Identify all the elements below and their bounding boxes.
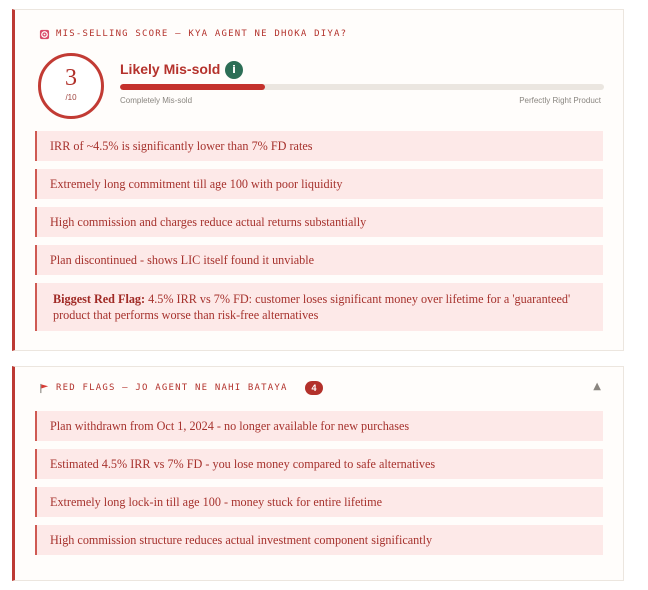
red-flag-item: Extremely long lock-in till age 100 - money stuck for entire lifetime [35,487,603,517]
info-icon[interactable]: i [225,61,243,79]
score-gauge [38,53,104,119]
red-flag-item: High commission structure reduces actual investment component significantly [35,525,603,555]
flag-icon [39,383,50,394]
verdict-label: Likely Mis-sold [120,61,221,77]
red-flag-count-badge: 4 [305,381,323,395]
reason-list [35,131,603,331]
red-flags-title: RED FLAGS — JO AGENT NE NAHI BATAYA [56,383,288,393]
red-flag-item: Plan withdrawn from Oct 1, 2024 - no longer available for new purchases [35,411,603,441]
score-bar [120,84,604,90]
reason-item: High commission and charges reduce actual returns substantially [35,207,603,237]
red-flag-list [35,411,603,563]
red-flags-card [12,366,624,581]
biggest-red-flag [35,283,603,331]
score-value: 3 [65,65,77,91]
red-flag-item: Estimated 4.5% IRR vs 7% FD - you lose money compared to safe alternatives [35,449,603,479]
scale-right-label: Perfectly Right Product [519,96,601,105]
target-icon [39,29,50,40]
score-bar-fill [120,84,265,90]
reason-item: Plan discontinued - shows LIC itself found it unviable [35,245,603,275]
mis-selling-score-card [12,9,624,351]
collapse-chevron-icon[interactable]: ▲ [593,381,601,392]
reason-item: IRR of ~4.5% is significantly lower than 7% FD rates [35,131,603,161]
score-denominator: /10 [65,93,77,102]
red-flag-label: Biggest Red Flag: [53,292,146,306]
scale-left-label: Completely Mis-sold [120,96,193,105]
score-card-title: MIS-SELLING SCORE — KYA AGENT NE DHOKA DIYA? [56,29,348,39]
reason-item: Extremely long commitment till age 100 with poor liquidity [35,169,603,199]
red-flag-text: 4.5% IRR vs 7% FD: customer loses significant money over lifetime for a 'guaranteed' product that performs worse than risk-free alternatives [53,292,571,322]
